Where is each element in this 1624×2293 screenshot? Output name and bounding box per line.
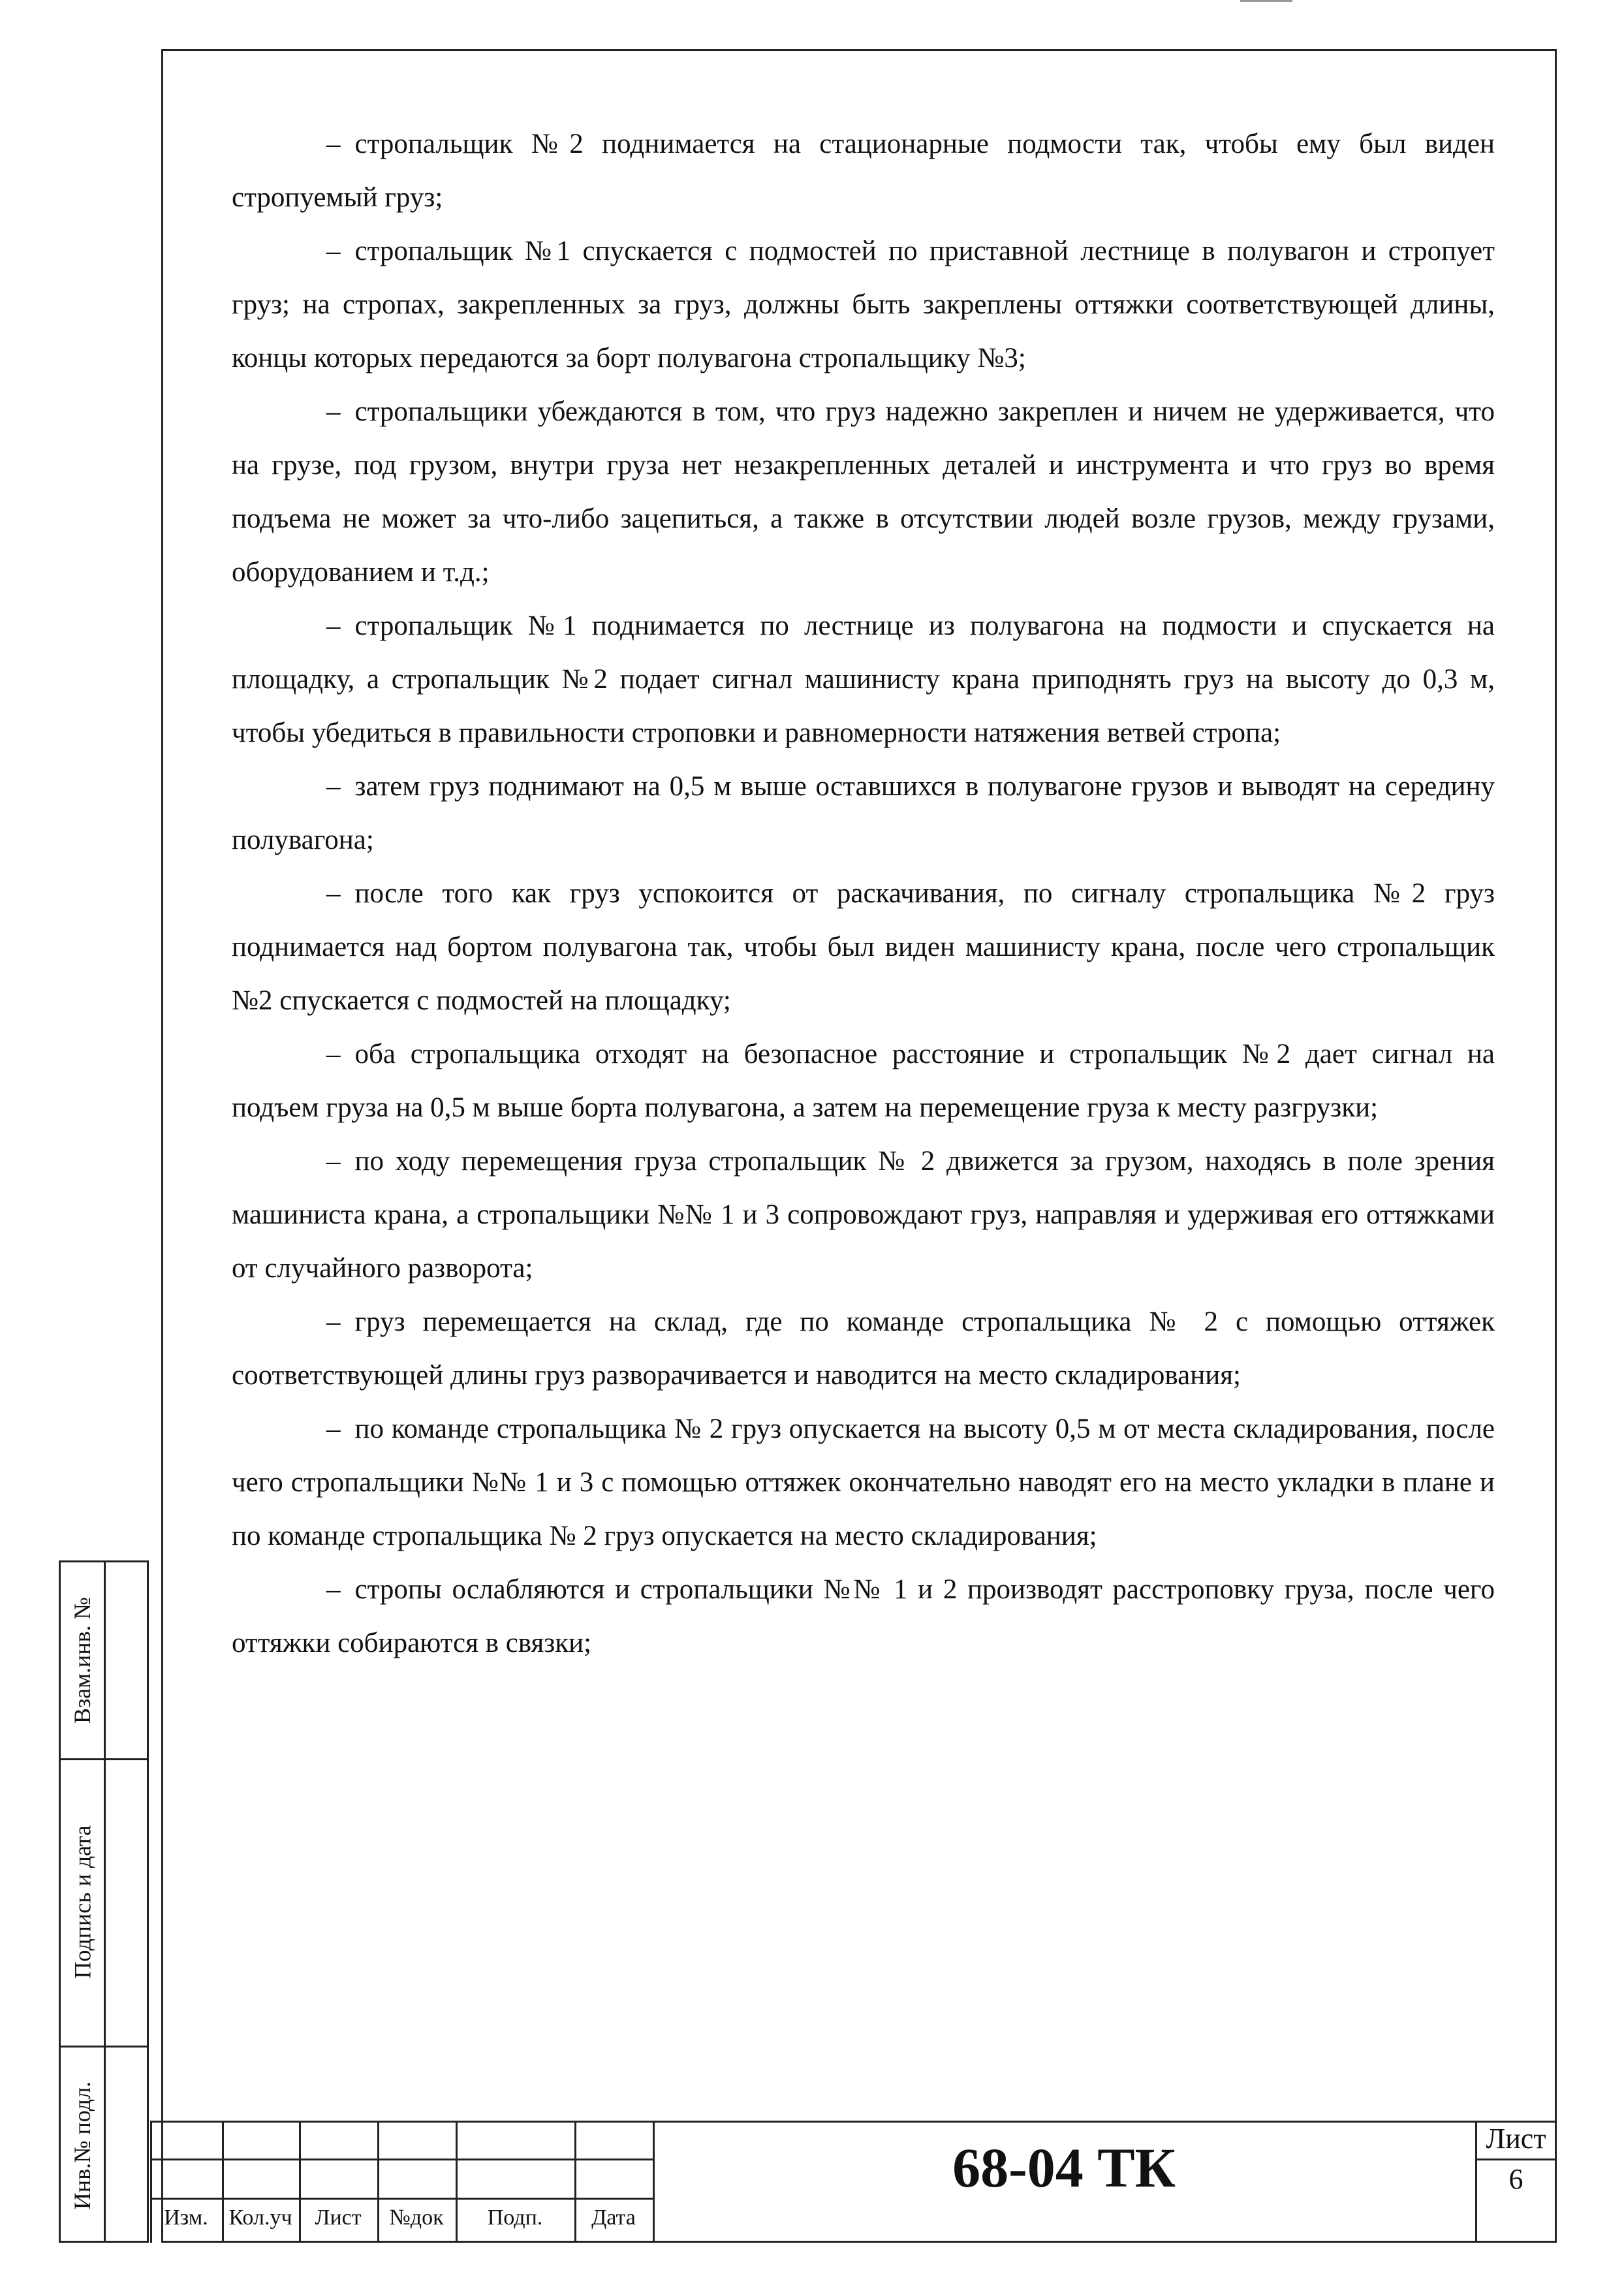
side-stamp <box>59 1560 149 2243</box>
paragraph: – по ходу перемещения груза стропальщик № 2 движется за грузом, находясь в поле зрения машиниста крана, а стропальщики №№ 1 и 3 сопровождают груз, направляя и удерживая его оттяжками от случайного разворота; <box>232 1146 1495 1284</box>
tb-header: Изм. <box>164 2206 208 2230</box>
document-code: 68-04 ТК <box>952 2136 1176 2199</box>
paragraph: – стропальщик №2 поднимается на стационарные подмости так, чтобы ему был виден стропуемый груз; <box>232 129 1495 213</box>
tb-line <box>150 2198 653 2200</box>
tb-header: Кол.уч <box>228 2206 292 2230</box>
tb-header: Подп. <box>487 2206 543 2230</box>
tb-header: Лист <box>315 2206 362 2230</box>
sheet-label: Лист <box>1486 2123 1546 2155</box>
paragraph: – стропальщики убеждаются в том, что груз надежно закреплен и ничем не удерживается, что на грузе, под грузом, внутри груза нет незакрепленных деталей и инструмента и что груз во время подъема не может за что-либо зацепиться, а также в отсутствии людей возле грузов, между грузами, оборудованием и т.д.; <box>232 396 1495 588</box>
paragraph: – груз перемещается на склад, где по команде стропальщика № 2 с помощью оттяжек соответствующей длины груз разворачивается и наводится на место складирования; <box>232 1306 1495 1391</box>
paragraph: – стропальщик №1 спускается с подмостей по приставной лестнице в полувагон и стропует груз; на стропах, закрепленных за груз, должны быть закреплены оттяжки соответствующей длины, концы которых передаются за борт полувагона стропальщику №3; <box>232 236 1495 373</box>
podpis-label: Подпись и дата <box>69 1825 96 1979</box>
top-edge-mark <box>1240 0 1292 2</box>
tb-line <box>1475 2159 1557 2160</box>
vzam-label: Взам.инв. № <box>69 1597 95 1724</box>
paragraph: – по команде стропальщика № 2 груз опускается на высоту 0,5 м от места складирования, после чего стропальщики №№ 1 и 3 с помощью оттяжек окончательно наводят его на место укладки в плане и по команде стропальщика № 2 груз опускается на место складирования; <box>232 1414 1495 1551</box>
inv-label: Инв.№ подл. <box>69 2081 95 2209</box>
tb-line <box>150 2159 653 2160</box>
side-stamp-divider <box>104 1562 106 2241</box>
main-text <box>232 118 1495 1670</box>
paragraph: – после того как груз успокоится от раскачивания, по сигналу стропальщика №2 груз поднимается над бортом полувагона так, чтобы был виден машинисту крана, после чего стропальщик №2 спускается с подмостей на площадку; <box>232 878 1495 1016</box>
tb-header: №док <box>389 2206 444 2230</box>
paragraph: – затем груз поднимают на 0,5 м выше оставшихся в полувагоне грузов и выводят на середину полувагона; <box>232 771 1495 855</box>
tb-header: Дата <box>591 2206 636 2230</box>
paragraph: – оба стропальщика отходят на безопасное расстояние и стропальщик №2 дает сигнал на подъем груза на 0,5 м выше борта полувагона, а затем на перемещение груза к месту разгрузки; <box>232 1039 1495 1123</box>
paragraph: – стропальщик №1 поднимается по лестнице из полувагона на подмости и спускается на площадку, а стропальщик №2 подает сигнал машинисту крана приподнять груз на высоту до 0,3 м, чтобы убедиться в правильности строповки и равномерности натяжения ветвей стропа; <box>232 610 1495 748</box>
paragraph: – стропы ослабляются и стропальщики №№ 1 и 2 производят расстроповку груза, после чего оттяжки собираются в связки; <box>232 1574 1495 1658</box>
tb-line <box>150 2121 1557 2123</box>
sheet-number: 6 <box>1508 2163 1523 2195</box>
